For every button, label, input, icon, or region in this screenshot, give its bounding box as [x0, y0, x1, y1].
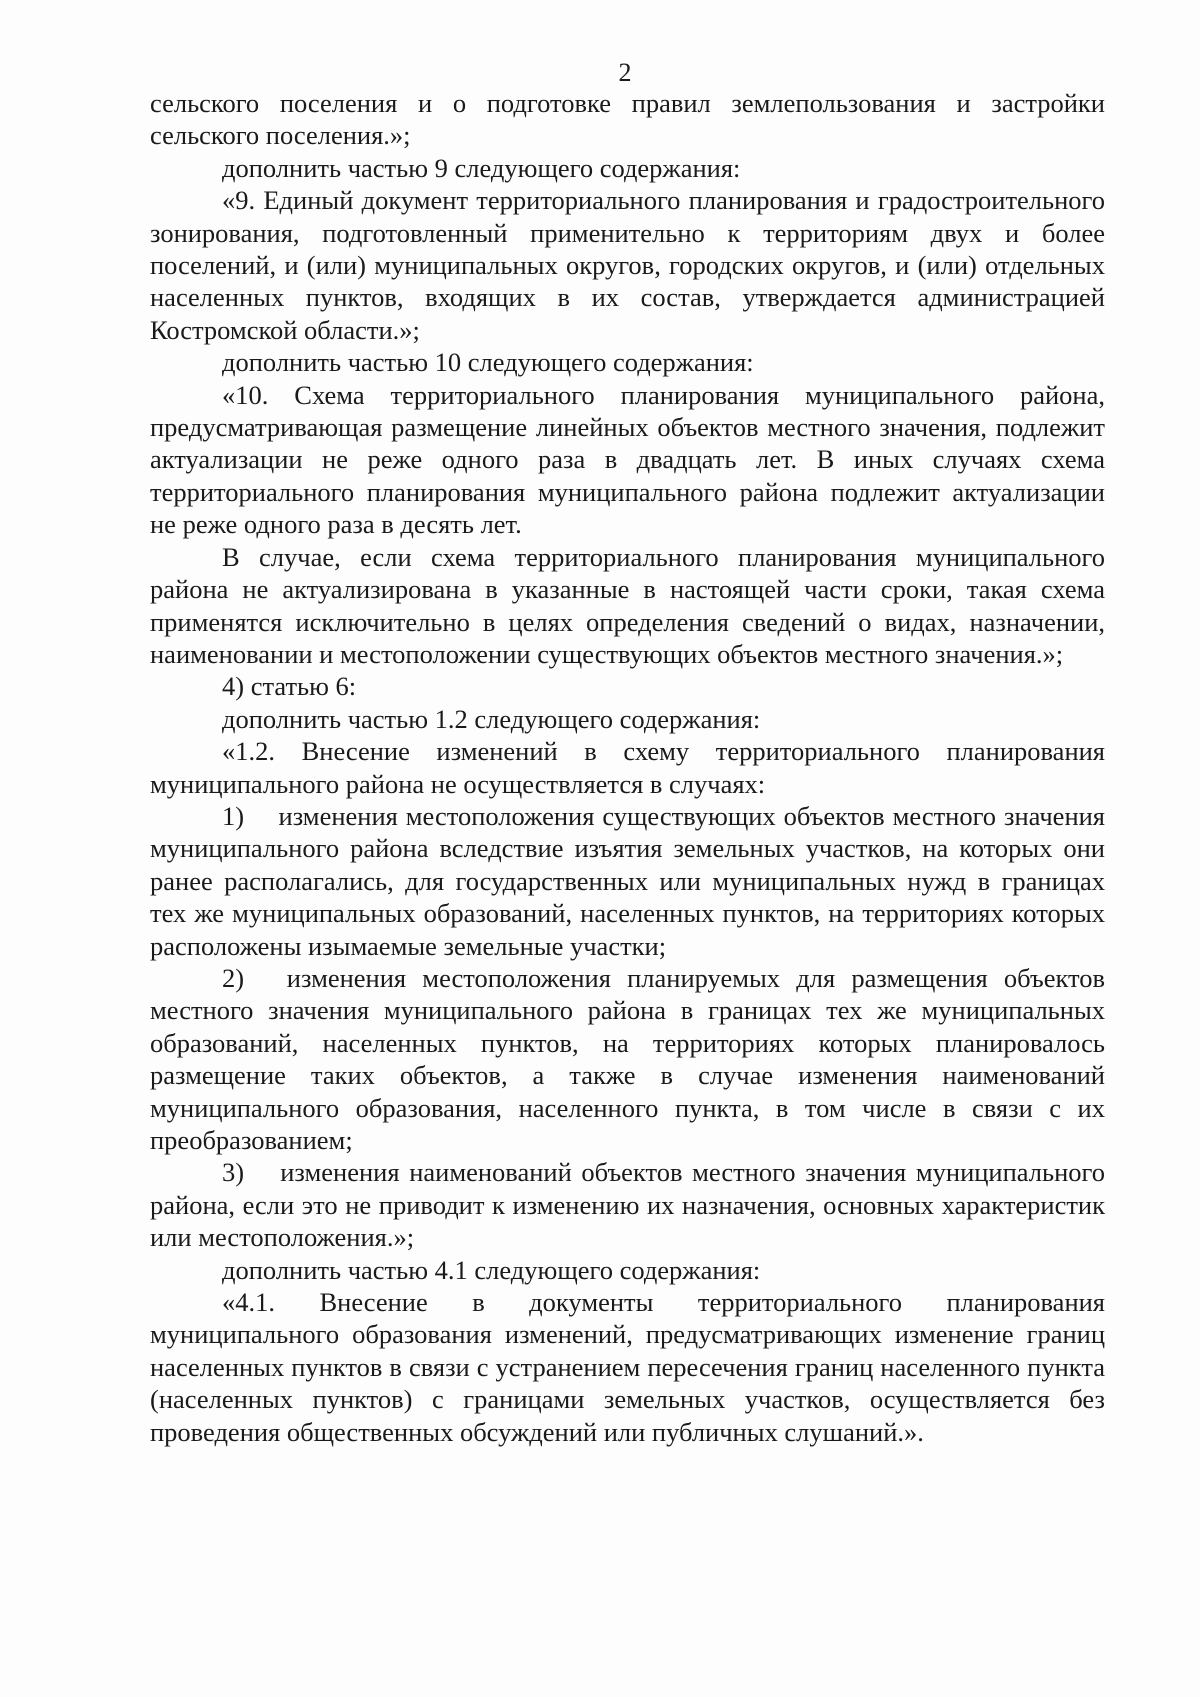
paragraph: «10. Схема территориального планирования муниципального района, предусматривающая размещение линейных объектов местного значения, подлежит актуализации не реже одного раза в двадцать лет. В иных случаях схема территориального планирования муниципального района подлежит актуализации не реже одного раза в десять лет.	[150, 379, 1105, 540]
list-item: 2) изменения местоположения планируемых для размещения объектов местного значения муниципального района в границах тех же муниципальных образований, населенных пунктов, на территориях которых планировалось размещение таких объектов, а также в случае изменения наименований муниципального образования, населенного пункта, в том числе в связи с их преобразованием;	[150, 962, 1105, 1155]
list-item: 3) изменения наименований объектов местного значения муниципального района, если это не приводит к изменению их назначения, основных характеристик или местоположения.»;	[150, 1157, 1105, 1253]
paragraph: дополнить частью 1.2 следующего содержания:	[222, 703, 761, 734]
paragraph: «9. Единый документ территориального планирования и градостроительного зонирования, подготовленный применительно к территориям двух и более поселений, и (или) муниципальных округов, городских округов, и (или) отдельных населенных пунктов, входящих в их состав, утверждается администрацией Костромской области.»;	[150, 185, 1105, 345]
paragraph: сельского поселения и о подготовке правил землепользования и застройки сельского поселения.»;	[150, 88, 1105, 151]
paragraph: дополнить частью 4.1 следующего содержания:	[222, 1254, 761, 1285]
paragraph: «4.1. Внесение в документы территориального планирования муниципального образования изменений, предусматривающих изменение границ населенных пунктов в связи с устранением пересечения границ населенного пункта (населенных пунктов) с границами земельных участков, осуществляется без проведения общественных обсуждений или публичных слушаний.».	[150, 1287, 1105, 1447]
paragraph: В случае, если схема территориального планирования муниципального района не актуализирована в указанные в настоящей части сроки, такая схема применятся исключительно в целях определения сведений о видах, назначении, наименовании и местоположении существующих объектов местного значения.»;	[150, 541, 1105, 669]
paragraph: дополнить частью 10 следующего содержания:	[222, 347, 754, 378]
paragraph: «1.2. Внесение изменений в схему территориального планирования муниципального района не осуществляется в случаях:	[150, 736, 1105, 799]
page-number: 2	[618, 58, 632, 87]
paragraph: 4) статью 6:	[222, 671, 357, 702]
document-body	[150, 87, 1105, 1448]
paragraph: дополнить частью 9 следующего содержания:	[222, 152, 741, 183]
list-item: 1) изменения местоположения существующих объектов местного значения муниципального района вследствие изъятия земельных участков, на которых они ранее располагались, для государственных или муниципальных нужд в границах тех же муниципальных образований, населенных пунктов, на территориях которых расположены изымаемые земельные участки;	[150, 800, 1105, 961]
